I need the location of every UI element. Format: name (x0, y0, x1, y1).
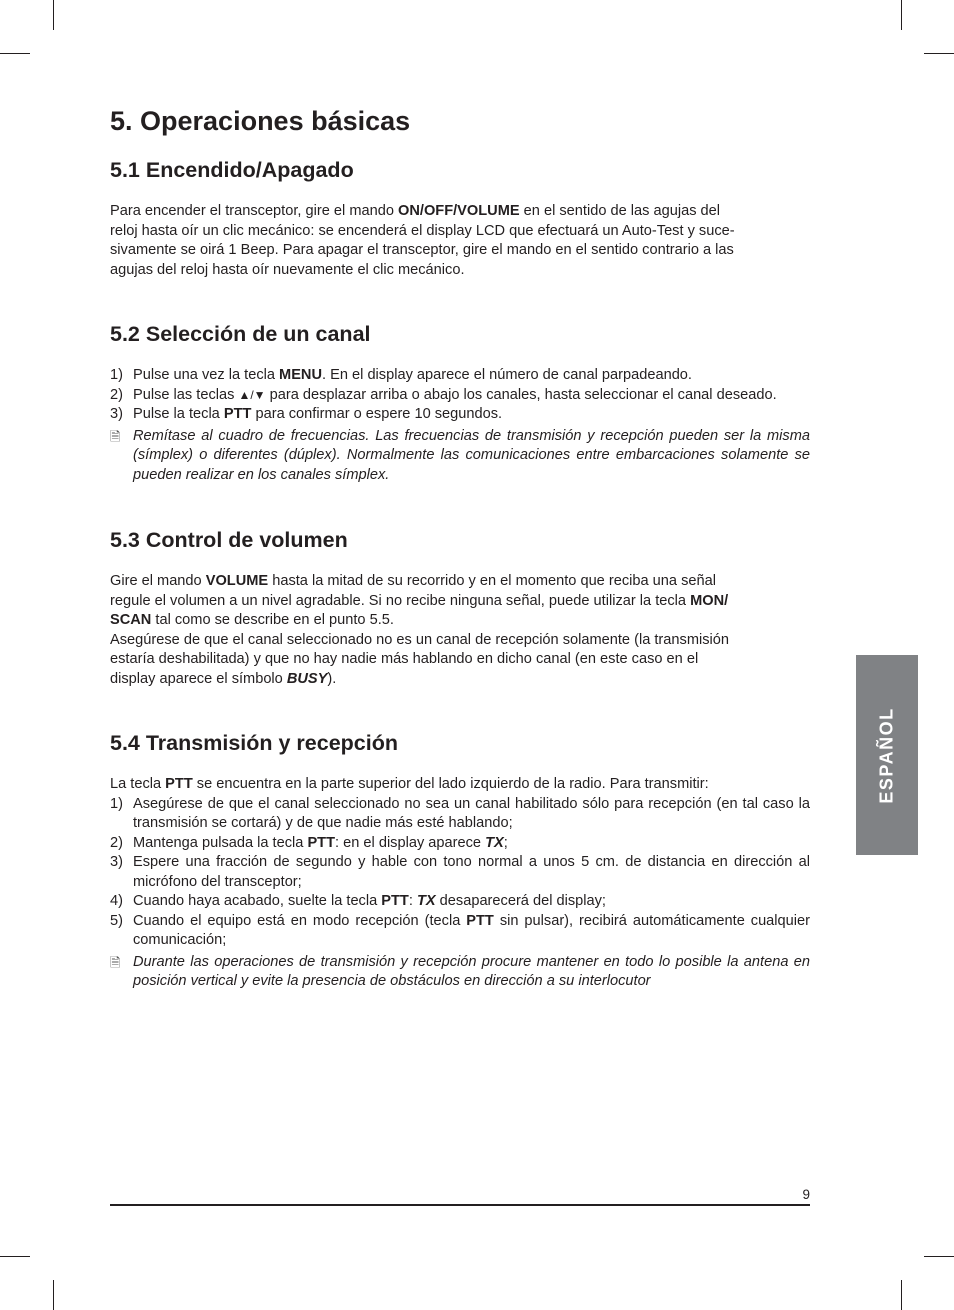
page-number: 9 (802, 1187, 810, 1202)
crop-mark (0, 1256, 30, 1257)
note-icon: 🗎 (110, 954, 121, 970)
list-item: 1) Pulse una vez la tecla MENU. En el display aparece el número de canal parpadeando. (110, 367, 692, 383)
crop-mark (53, 1280, 54, 1310)
page-content (110, 100, 810, 992)
footer-rule (110, 1204, 810, 1206)
section-heading-seleccion: 5.2 Selección de un canal (110, 322, 371, 346)
list-item: 3) Pulse la tecla PTT para confirmar o espere 10 segundos. (110, 406, 503, 422)
crop-mark (924, 53, 954, 54)
crop-mark (0, 53, 30, 54)
list-item: 2) Pulse las teclas ▲/▼ para desplazar arriba o abajo los canales, hasta seleccionar el canal deseado. (110, 386, 777, 403)
list-seleccion (110, 366, 810, 485)
list-transmision (110, 795, 810, 992)
crop-mark (901, 0, 902, 30)
paragraph-encendido: Para encender el transceptor, gire el mando ON/OFF/VOLUME en el sentido de las agujas del reloj hasta oír un clic mecánico: se encenderá el display LCD que efectuará un Auto-Test y suce- sivamente se oirá 1 Beep. Para apagar el transceptor, gire el mando en el sentido contrario a las agujas del reloj hasta oír nuevamente el clic mecánico. (110, 203, 735, 278)
crop-mark (901, 1280, 902, 1310)
list-item: 4) Cuando haya acabado, suelte la tecla PTT: TX desaparecerá del display; (110, 893, 606, 909)
crop-mark (924, 1256, 954, 1257)
list-item: 1) Asegúrese de que el canal seleccionado no sea un canal habilitado sólo para recepción (en tal caso la transmisión se cortará) y de que nadie más esté hablando; (110, 795, 810, 831)
language-tab (856, 655, 918, 855)
up-down-arrows-icon: ▲/▼ (238, 387, 266, 402)
list-item: 3) Espere una fracción de segundo y hable con tono normal a unos 5 cm. de distancia en dirección al micrófono del transceptor; (110, 854, 810, 890)
paragraph-volumen: Gire el mando VOLUME hasta la mitad de su recorrido y en el momento que reciba una señal regule el volumen a un nivel agradable. Si no recibe ninguna señal, puede utilizar la tecla MON/ SCAN tal como se describe en el punto 5.5. (110, 573, 729, 628)
crop-mark (53, 0, 54, 30)
note: 🗎 Durante las operaciones de transmisión y recepción procure mantener en todo lo posible la antena en posición vertical y evite la presencia de obstáculos en dirección a su interlocutor (110, 953, 810, 992)
section-heading-encendido: 5.1 Encendido/Apagado (110, 158, 354, 182)
note: 🗎 Remítase al cuadro de frecuencias. Las frecuencias de transmisión y recepción pueden ser la misma (símplex) o diferentes (dúplex). Normalmente las comunicaciones entre embarcaciones solamente se pueden realizar en los canales símplex. (110, 427, 810, 486)
note-icon: 🗎 (110, 428, 121, 444)
section-heading-transmision: 5.4 Transmisión y recepción (110, 731, 398, 755)
list-item: 2) Mantenga pulsada la tecla PTT: en el display aparece TX; (110, 834, 508, 851)
language-tab-label: ESPAÑOL (876, 706, 897, 804)
page-title: 5. Operaciones básicas (110, 106, 411, 136)
paragraph-volumen-2: Asegúrese de que el canal seleccionado no es un canal de recepción solamente (la transmisión estaría deshabilitada) y que no hay nadie más hablando en dicho canal (en este caso en el display aparece el símbolo BUSY). (110, 631, 729, 687)
list-item: 5) Cuando el equipo está en modo recepción (tecla PTT sin pulsar), recibirá automáticamente cualquier comunicación; (110, 912, 810, 948)
section-heading-volumen: 5.3 Control de volumen (110, 528, 348, 552)
paragraph-transmision: La tecla PTT se encuentra en la parte superior del lado izquierdo de la radio. Para transmitir: (110, 776, 709, 792)
